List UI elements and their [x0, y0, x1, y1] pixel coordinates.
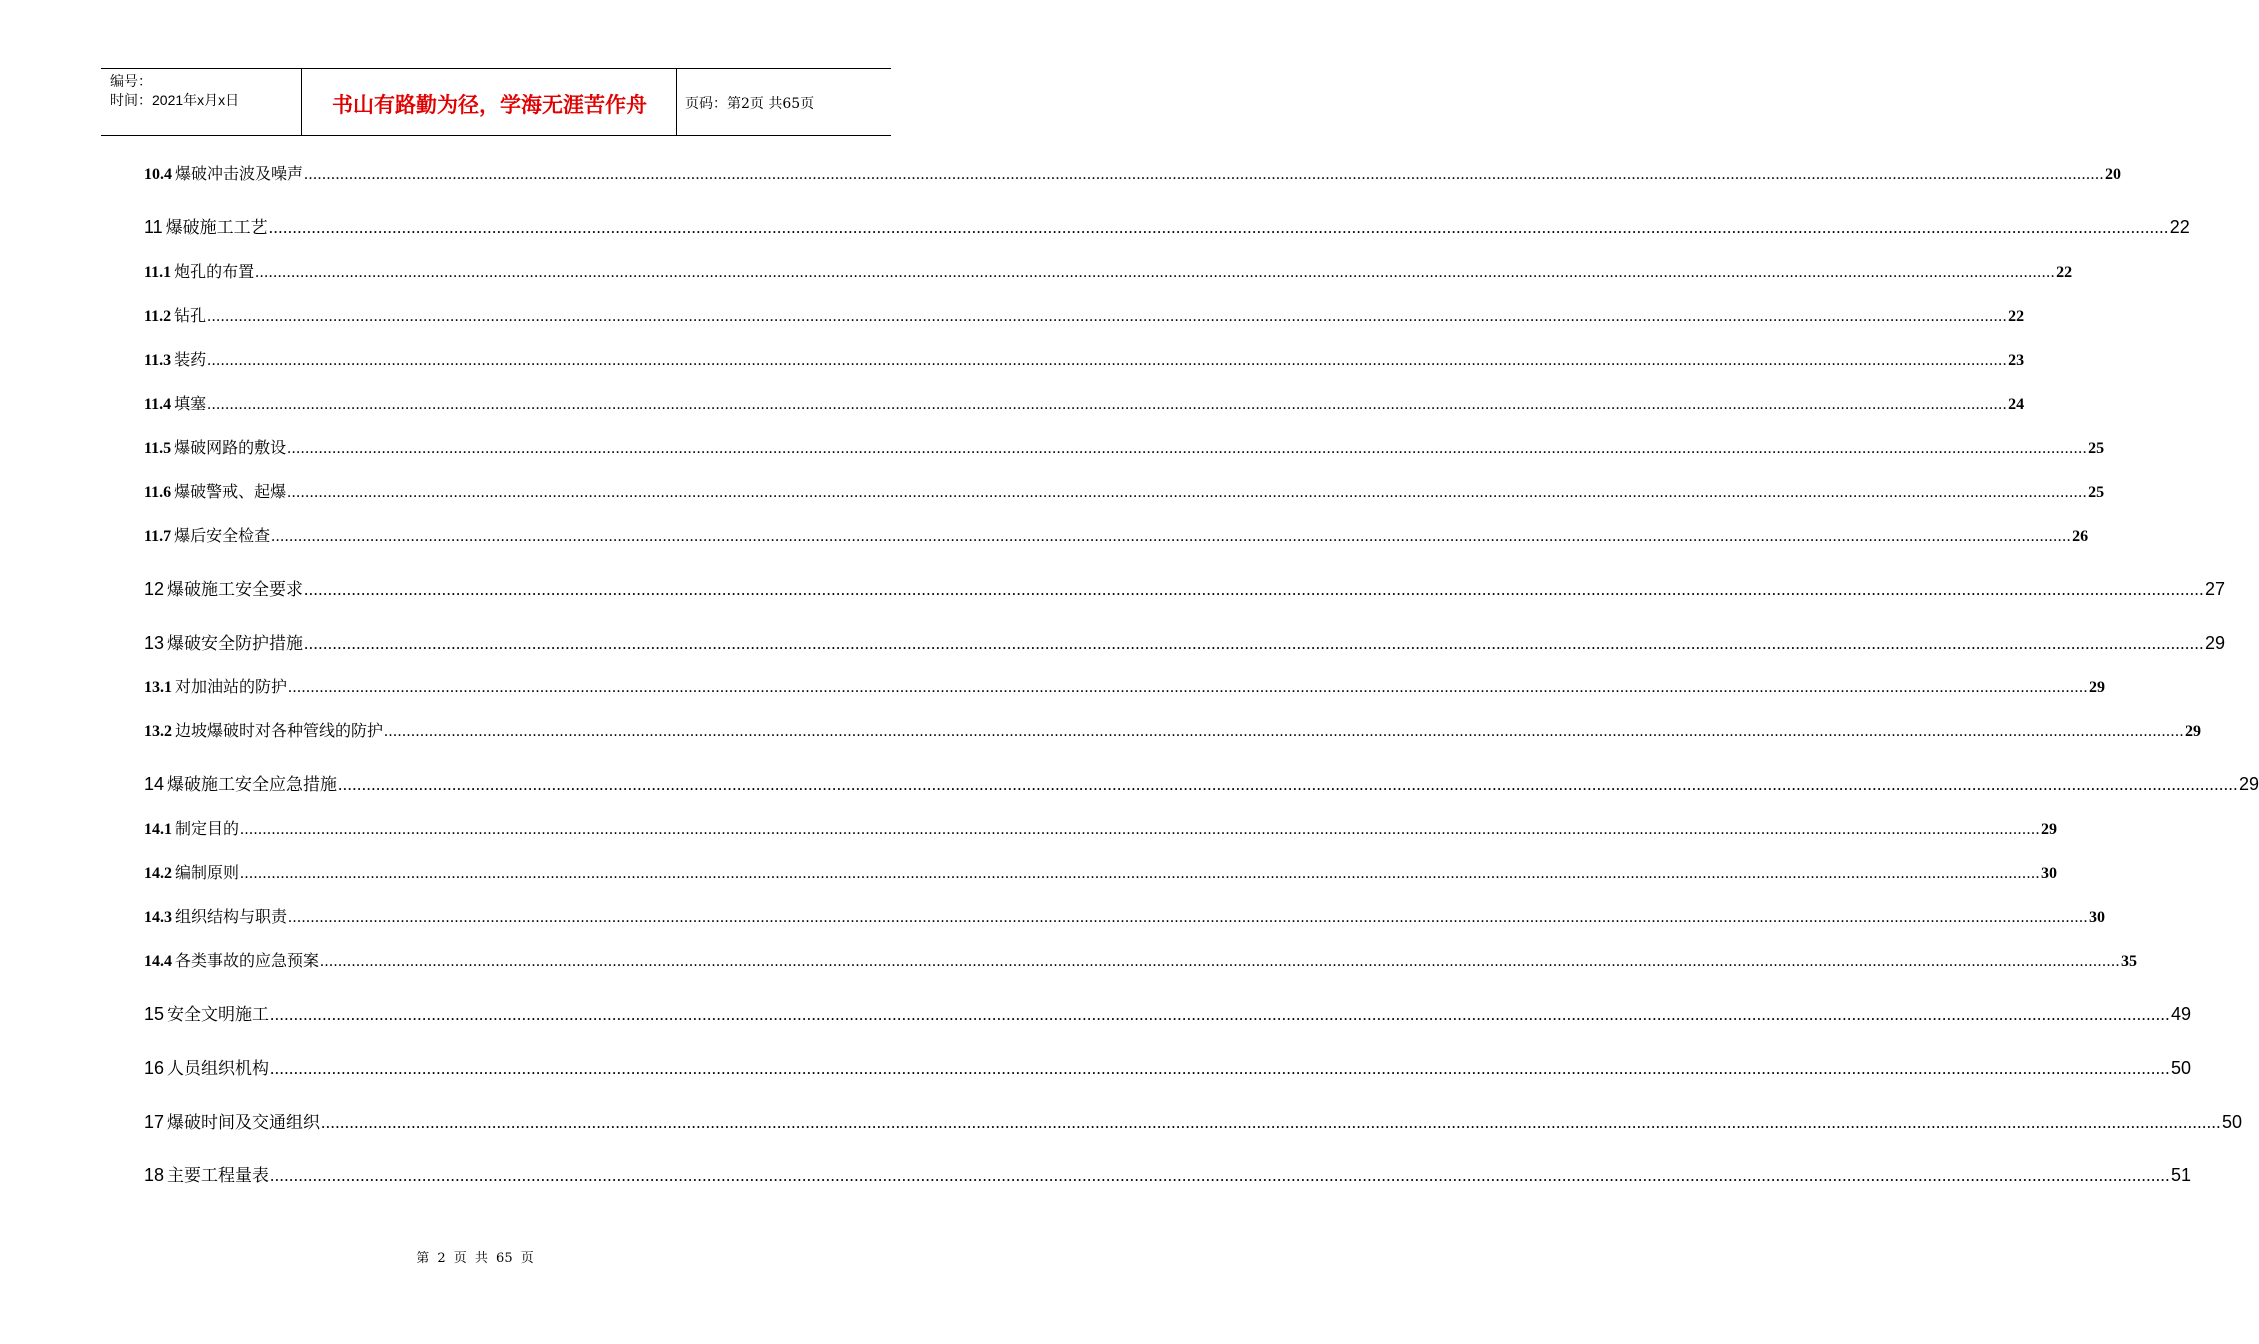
- toc-entry[interactable]: [144, 259, 2073, 282]
- toc-entry[interactable]: [144, 770, 2259, 795]
- toc-dot-leader: ................................................................................................................................................................................................................................................................................................................................................................................................................: [304, 166, 2105, 183]
- toc-entry-page: 50: [2171, 1058, 2192, 1078]
- toc-entry-number: 11: [144, 217, 163, 237]
- toc-entry-number: 11.1: [144, 264, 172, 281]
- toc-dot-leader: ................................................................................................................................................................................................................................................................................................................................................................................................................: [255, 264, 2056, 281]
- toc-entry-number: 13.1: [144, 679, 172, 696]
- page-footer: 第 2 页 共 65 页: [416, 1251, 534, 1266]
- toc-entry[interactable]: [144, 523, 2089, 546]
- toc-entry-page: 49: [2171, 1004, 2192, 1024]
- toc-dot-leader: ................................................................................................................................................................................................................................................................................................................................................................................................................: [207, 396, 2008, 413]
- toc-entry-page: 22: [2056, 264, 2073, 281]
- toc-entry[interactable]: [144, 1161, 2192, 1186]
- toc-entry[interactable]: [144, 347, 2025, 370]
- toc-entry-title: 对加油站的防护: [175, 677, 288, 696]
- toc-entry-title: 各类事故的应急预案: [175, 951, 320, 970]
- toc-entry-title: 爆破施工安全应急措施: [167, 775, 338, 795]
- toc-entry-page: 29: [2239, 774, 2259, 794]
- toc-entry-number: 14.1: [144, 821, 172, 838]
- toc-dot-leader: ................................................................................................................................................................................................................................................................................................................................................................................................................: [270, 1005, 2171, 1024]
- toc-entry-title: 装药: [174, 350, 207, 369]
- toc-entry[interactable]: [144, 161, 2122, 184]
- toc-entry-title: 填塞: [174, 394, 207, 413]
- toc-entry-page: 22: [2169, 217, 2190, 237]
- toc-entry-title: 爆破施工工艺: [165, 218, 268, 238]
- toc-entry-title: 爆破网路的敷设: [174, 438, 287, 457]
- toc-entry-page: 29: [2205, 633, 2226, 653]
- toc-entry-page: 26: [2072, 528, 2089, 545]
- toc-entry-number: 11.3: [144, 352, 172, 369]
- toc-entry-title: 爆破施工安全要求: [167, 580, 304, 600]
- toc-entry-number: 13: [144, 633, 165, 653]
- toc-entry-page: 23: [2008, 352, 2025, 369]
- header-time-label: 时间：2021年x月x日: [110, 92, 240, 108]
- toc-entry[interactable]: [144, 575, 2226, 600]
- toc-dot-leader: ................................................................................................................................................................................................................................................................................................................................................................................................................: [288, 679, 2089, 696]
- toc-entry-number: 11.4: [144, 396, 172, 413]
- header-number-label: 编号：: [110, 73, 152, 89]
- toc-entry-title: 爆破警戒、起爆: [174, 482, 287, 501]
- toc-entry-page: 50: [2222, 1112, 2243, 1132]
- toc-entry-title: 炮孔的布置: [174, 262, 255, 281]
- toc-dot-leader: ................................................................................................................................................................................................................................................................................................................................................................................................................: [288, 909, 2089, 926]
- toc-entry-page: 29: [2089, 679, 2106, 696]
- toc-entry-number: 14.3: [144, 909, 172, 926]
- toc-entry-number: 14.2: [144, 865, 172, 882]
- toc-dot-leader: ................................................................................................................................................................................................................................................................................................................................................................................................................: [287, 440, 2088, 457]
- toc-entry[interactable]: [144, 213, 2190, 238]
- toc-entry-page: 35: [2121, 953, 2138, 970]
- toc-dot-leader: ................................................................................................................................................................................................................................................................................................................................................................................................................: [207, 308, 2008, 325]
- toc-entry-number: 11.6: [144, 484, 172, 501]
- toc-entry[interactable]: [144, 1108, 2243, 1133]
- toc-entry-number: 17: [144, 1112, 165, 1132]
- toc-dot-leader: ................................................................................................................................................................................................................................................................................................................................................................................................................: [270, 1166, 2171, 1185]
- toc-entry-title: 钻孔: [174, 306, 207, 325]
- toc-entry-number: 11.7: [144, 528, 172, 545]
- toc-entry-title: 爆后安全检查: [174, 526, 271, 545]
- toc-entry-number: 11.5: [144, 440, 172, 457]
- toc-dot-leader: ................................................................................................................................................................................................................................................................................................................................................................................................................: [270, 1059, 2171, 1078]
- toc-entry-number: 14: [144, 774, 165, 794]
- toc-entry-number: 12: [144, 579, 165, 599]
- toc-dot-leader: ................................................................................................................................................................................................................................................................................................................................................................................................................: [321, 1113, 2222, 1132]
- toc-entry[interactable]: [144, 674, 2106, 697]
- toc-entry-page: 51: [2171, 1165, 2192, 1185]
- toc-entry-title: 编制原则: [175, 863, 240, 882]
- toc-entry[interactable]: [144, 303, 2025, 326]
- toc-entry-page: 25: [2088, 484, 2105, 501]
- toc-entry[interactable]: [144, 391, 2025, 414]
- toc-dot-leader: ................................................................................................................................................................................................................................................................................................................................................................................................................: [304, 580, 2205, 599]
- toc-entry-number: 18: [144, 1165, 165, 1185]
- toc-entry-number: 16: [144, 1058, 165, 1078]
- toc-entry-title: 安全文明施工: [167, 1005, 270, 1025]
- toc-entry[interactable]: [144, 860, 2058, 883]
- toc-entry[interactable]: [144, 816, 2058, 839]
- toc-entry-number: 11.2: [144, 308, 172, 325]
- toc-entry-title: 制定目的: [175, 819, 240, 838]
- toc-dot-leader: ................................................................................................................................................................................................................................................................................................................................................................................................................: [240, 821, 2041, 838]
- toc-entry-title: 爆破时间及交通组织: [167, 1113, 321, 1133]
- toc-entry[interactable]: [144, 435, 2105, 458]
- toc-entry[interactable]: [144, 479, 2105, 502]
- toc-entry-title: 组织结构与职责: [175, 907, 288, 926]
- toc-dot-leader: ................................................................................................................................................................................................................................................................................................................................................................................................................: [240, 865, 2041, 882]
- toc-entry-page: 30: [2041, 865, 2058, 882]
- toc-dot-leader: ................................................................................................................................................................................................................................................................................................................................................................................................................: [207, 352, 2008, 369]
- toc-entry-page: 24: [2008, 396, 2025, 413]
- toc-dot-leader: ................................................................................................................................................................................................................................................................................................................................................................................................................: [304, 634, 2205, 653]
- toc-entry[interactable]: [144, 629, 2226, 654]
- toc-entry[interactable]: [144, 948, 2138, 971]
- toc-entry-number: 10.4: [144, 166, 172, 183]
- toc-entry-page: 25: [2088, 440, 2105, 457]
- toc-dot-leader: ................................................................................................................................................................................................................................................................................................................................................................................................................: [268, 218, 2169, 237]
- toc-entry[interactable]: [144, 904, 2106, 927]
- toc-entry[interactable]: [144, 718, 2202, 741]
- header-page-label: 页码：第2页 共65页: [685, 96, 815, 112]
- toc-entry[interactable]: [144, 1000, 2192, 1025]
- toc-dot-leader: ................................................................................................................................................................................................................................................................................................................................................................................................................: [338, 775, 2239, 794]
- toc-entry-number: 13.2: [144, 723, 172, 740]
- toc-entry-title: 边坡爆破时对各种管线的防护: [175, 721, 384, 740]
- toc-dot-leader: ................................................................................................................................................................................................................................................................................................................................................................................................................: [287, 484, 2088, 501]
- toc-entry-title: 主要工程量表: [167, 1166, 270, 1186]
- toc-entry-title: 人员组织机构: [167, 1059, 270, 1079]
- toc-entry-page: 29: [2185, 723, 2202, 740]
- toc-entry-page: 20: [2105, 166, 2122, 183]
- toc-entry-page: 27: [2205, 579, 2226, 599]
- toc-entry-number: 15: [144, 1004, 165, 1024]
- toc-entry-title: 爆破冲击波及噪声: [175, 164, 304, 183]
- toc-entry-number: 14.4: [144, 953, 172, 970]
- toc-entry-title: 爆破安全防护措施: [167, 634, 304, 654]
- toc-entry-page: 22: [2008, 308, 2025, 325]
- toc-dot-leader: ................................................................................................................................................................................................................................................................................................................................................................................................................: [271, 528, 2072, 545]
- header-slogan: 书山有路勤为径，学海无涯苦作舟: [332, 93, 647, 117]
- toc-entry[interactable]: [144, 1054, 2192, 1079]
- toc-entry-page: 29: [2041, 821, 2058, 838]
- toc-dot-leader: ................................................................................................................................................................................................................................................................................................................................................................................................................: [384, 723, 2185, 740]
- toc-entry-page: 30: [2089, 909, 2106, 926]
- toc-dot-leader: ................................................................................................................................................................................................................................................................................................................................................................................................................: [320, 953, 2121, 970]
